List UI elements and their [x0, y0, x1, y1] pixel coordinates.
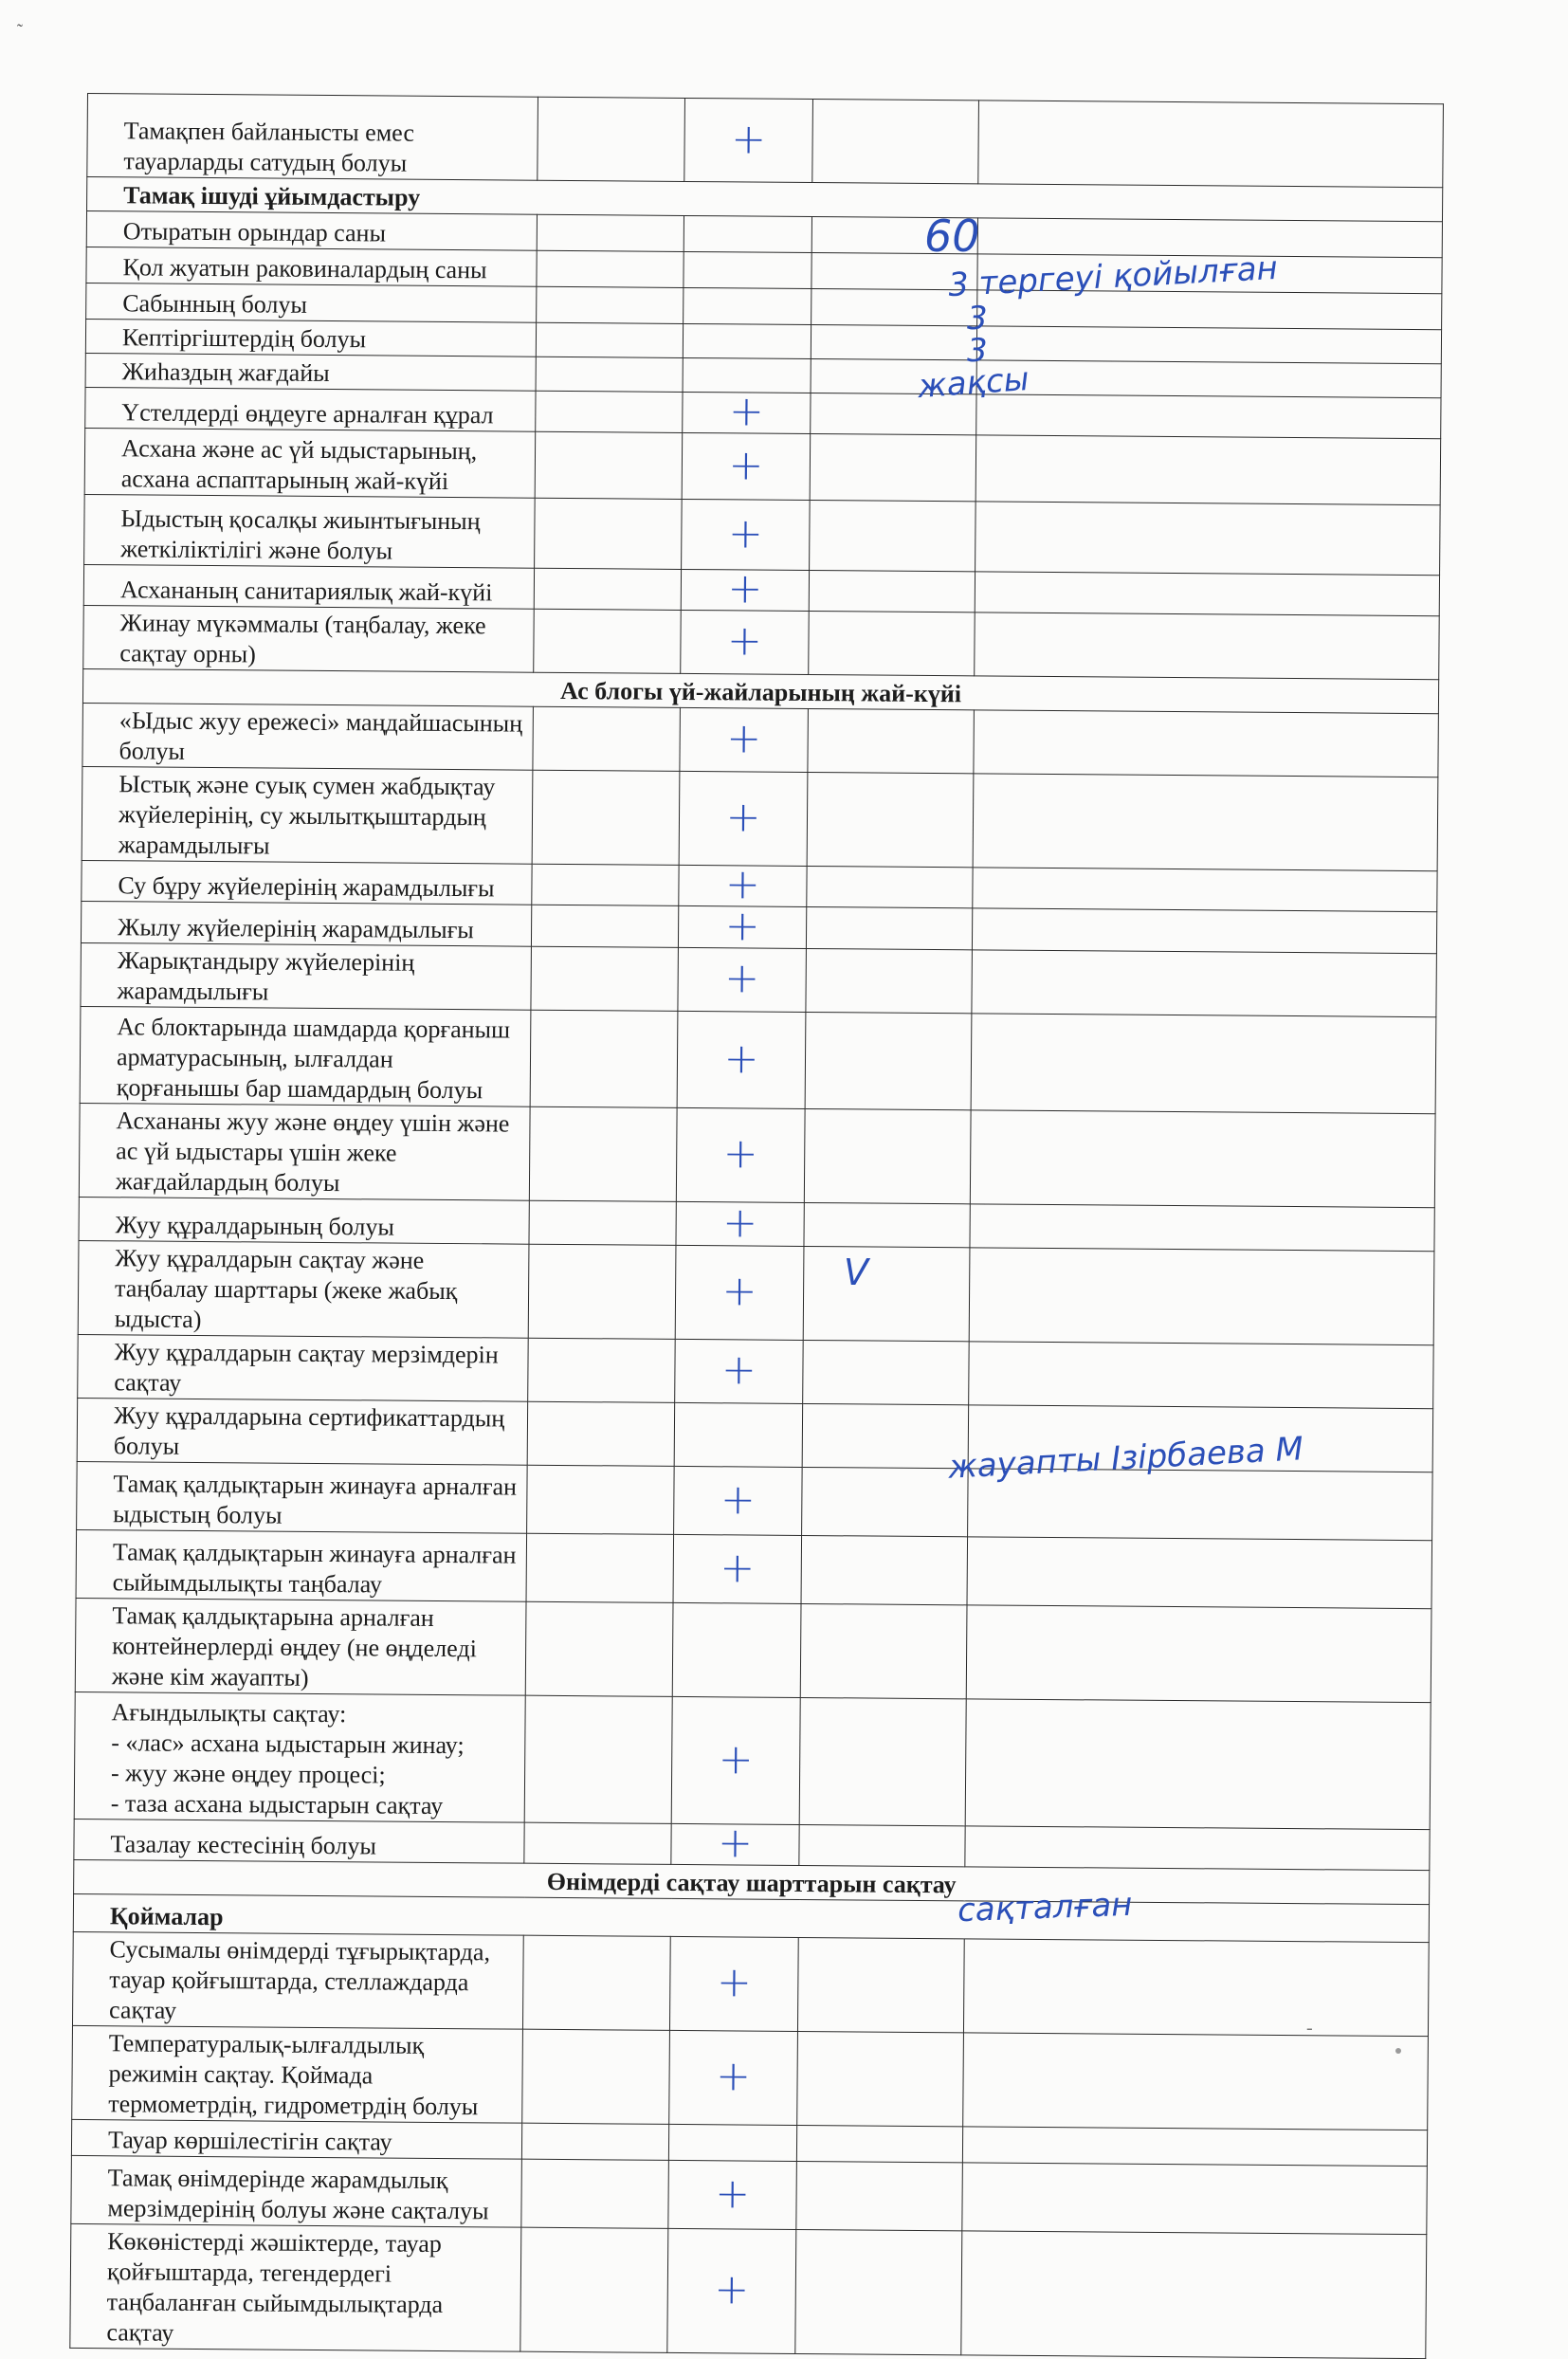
mark-cell	[676, 1198, 804, 1248]
criterion-cell: Температуралық-ылғалдылық режимін сақтау. Қоймада термометрдің, гидрометрдің болуы	[72, 2025, 523, 2123]
empty-cell	[809, 570, 975, 612]
empty-cell	[797, 2031, 964, 2126]
handwritten-plus: +	[720, 1543, 756, 1593]
criterion-cell: Ыстық және суық сумен жабдықтау жүйелерінің, су жылытқыштардың жарамдылығы	[82, 766, 533, 864]
empty-cell	[963, 1939, 1429, 2037]
criterion-cell: Жылу жүйелерінің жарамдылығы	[81, 901, 531, 946]
criterion-line: Ағындылықты сақтау:	[111, 1698, 347, 1728]
empty-cell	[963, 2033, 1429, 2130]
empty-cell	[975, 572, 1439, 616]
criterion-cell: Ас блоктарында шамдарда қорғаныш арматурасының, ылғалдан қорғанышы бар шамдардың болуы	[80, 1006, 531, 1106]
empty-cell	[810, 500, 976, 571]
empty-cell	[536, 322, 683, 357]
inspection-sheet	[69, 93, 1443, 2359]
section-heading: Өнімдерді сақтау шарттарын сақтау	[74, 1859, 1430, 1904]
subsection-heading: Тамақ ішуді ұйымдастыру	[87, 177, 1443, 222]
mark-cell	[682, 499, 811, 570]
empty-cell	[535, 431, 683, 499]
empty-cell	[808, 708, 975, 773]
handwritten-plus: +	[726, 714, 762, 763]
empty-cell	[807, 866, 973, 907]
empty-cell	[976, 326, 1441, 364]
mark-cell	[675, 1339, 804, 1403]
mark-cell	[668, 2124, 796, 2161]
empty-cell	[965, 1699, 1431, 1830]
handwritten-soap: 3	[967, 300, 988, 338]
handwritten-plus: +	[722, 1198, 758, 1248]
criterion-cell: Тамақ өнімдерінде жарамдылық мерзімдерінің болуы және сақталуы	[71, 2155, 522, 2227]
handwritten-responsible: жауапты Ізірбаева М	[947, 1430, 1304, 1487]
table-row	[82, 703, 1438, 777]
mark-cell	[683, 323, 811, 358]
handwritten-plus: +	[726, 616, 763, 666]
criterion-cell: Тазалау кестесінің болуы	[74, 1819, 524, 1863]
empty-cell	[809, 611, 975, 675]
empty-cell	[522, 2029, 670, 2124]
criterion-cell: Тауар көршілестігін сақтау	[71, 2119, 521, 2159]
empty-cell	[805, 1012, 972, 1109]
handwritten-plus: +	[715, 2052, 752, 2101]
empty-cell	[532, 864, 679, 905]
empty-cell	[796, 2125, 962, 2162]
criterion-cell: Сусымалы өнімдерді тұғырықтарда, тауар қойғыштарда, стеллаждарда сақтау	[72, 1931, 523, 2029]
empty-cell	[977, 218, 1442, 258]
handwritten-plus: +	[714, 2265, 750, 2314]
table-row	[84, 494, 1441, 575]
handwritten-plus: +	[724, 901, 760, 951]
mark-cell	[676, 1107, 805, 1202]
empty-cell	[802, 1403, 969, 1468]
table-row	[83, 605, 1439, 679]
table-row	[71, 2155, 1428, 2234]
empty-cell	[524, 1695, 672, 1823]
criterion-cell: Жинау мүкәммалы (таңбалау, жеке сақтау орны)	[83, 605, 535, 672]
empty-cell	[972, 950, 1437, 1017]
handwritten-plus: +	[717, 1819, 754, 1868]
mark-cell	[673, 1534, 802, 1603]
handwritten-plus: +	[724, 954, 760, 1003]
empty-cell	[536, 391, 683, 432]
handwritten-plus: +	[721, 1267, 757, 1316]
empty-cell	[969, 1342, 1434, 1409]
empty-cell	[801, 1535, 968, 1604]
criterion-cell: Қол жуатын раковиналардың саны	[86, 247, 537, 286]
table-row	[78, 1240, 1434, 1344]
handwritten-plus: +	[728, 440, 764, 490]
empty-cell	[812, 100, 979, 184]
handwritten-plus: +	[724, 860, 761, 909]
handwritten-plus: +	[723, 1033, 759, 1084]
criterion-cell: Жуу құралдарына сертификаттардың болуы	[77, 1398, 528, 1465]
criterion-cell: Жуу құралдарының болуы	[79, 1197, 529, 1244]
mark-cell	[675, 1245, 804, 1340]
empty-cell	[524, 1822, 671, 1864]
empty-cell	[965, 1826, 1430, 1871]
mark-cell	[667, 2228, 796, 2353]
handwritten-plus: +	[720, 1474, 757, 1525]
criterion-cell: Тамақ қалдықтарын жинауға арналған ыдыстың болуы	[77, 1461, 528, 1533]
mark-cell	[674, 1466, 803, 1535]
handwritten-plus: +	[727, 564, 763, 613]
empty-cell	[966, 1605, 1431, 1703]
empty-cell	[520, 2227, 668, 2352]
empty-cell	[529, 1106, 677, 1201]
empty-cell	[531, 905, 678, 947]
empty-cell	[797, 1937, 964, 2032]
criterion-cell: Жиһаздың жағдайы	[85, 353, 536, 391]
empty-cell	[533, 706, 681, 771]
corner-mark: ˜	[17, 21, 23, 40]
criterion-cell: Асхананың санитариялық жай-күйі	[83, 564, 534, 609]
empty-cell	[976, 394, 1441, 439]
mark-cell	[679, 771, 808, 866]
table-row	[72, 1931, 1429, 2036]
criterion-cell: Көкөністерді жәшіктерде, тауар қойғыштарда, тегендердегі таңбаланған сыйымдылықтарда сақтау	[70, 2223, 521, 2351]
table-row	[82, 766, 1438, 870]
criterion-cell: Жарықтандыру жүйелерінің жарамдылығы	[81, 942, 532, 1010]
empty-cell	[804, 1108, 971, 1203]
empty-cell	[974, 710, 1439, 777]
empty-cell	[529, 1200, 676, 1245]
table-row	[87, 94, 1444, 188]
empty-cell	[527, 1465, 675, 1534]
empty-cell	[796, 2161, 963, 2230]
criterion-cell: «Ыдыс жуу ережесі» маңдайшасының болуы	[82, 703, 534, 770]
criterion-cell: Жуу құралдарын сақтау және таңбалау шарттары (жеке жабық ыдыста)	[78, 1240, 529, 1338]
empty-cell	[528, 1338, 676, 1402]
criterion-cell: Асхананы жуу және өңдеу үшін және ас үй ыдыстары үшін жеке жағдайлардың болуы	[79, 1103, 530, 1200]
handwritten-certificate-check: V	[844, 1252, 868, 1293]
criterion-cell: Тамақ қалдықтарын жинауға арналған сыйымдылықты таңбалау	[76, 1529, 527, 1601]
empty-cell	[799, 1824, 965, 1866]
handwritten-plus: +	[725, 793, 761, 842]
table-row	[84, 428, 1441, 504]
empty-cell	[969, 1248, 1434, 1345]
empty-cell	[973, 868, 1437, 912]
empty-cell	[534, 609, 682, 673]
empty-cell	[800, 1603, 967, 1698]
empty-cell	[531, 946, 679, 1011]
handwritten-neighborhood: сақталған	[957, 1885, 1134, 1930]
checklist-table	[69, 93, 1444, 2359]
mark-cell	[681, 564, 809, 613]
empty-cell	[804, 1202, 970, 1247]
empty-cell	[806, 906, 972, 949]
criterion-cell: Үстелдерді өңдеуге арналған құрал	[85, 387, 536, 431]
criterion-cell: Сабынның болуы	[86, 283, 537, 322]
stray-dot	[1395, 2048, 1401, 2054]
mark-cell	[682, 432, 811, 500]
mark-cell	[669, 2030, 798, 2125]
empty-cell	[810, 434, 976, 502]
empty-cell	[522, 1935, 670, 2030]
empty-cell	[799, 1697, 966, 1825]
criterion-cell: Тамақ қалдықтарына арналған контейнерлерді өңдеу (не өңделеді және кім жауапты)	[75, 1598, 526, 1695]
mark-cell	[674, 1402, 803, 1467]
mark-cell	[678, 947, 807, 1012]
empty-cell	[795, 2229, 962, 2354]
empty-cell	[537, 286, 684, 323]
mark-cell	[669, 1936, 798, 2031]
empty-cell	[525, 1601, 673, 1696]
table-row	[77, 1461, 1433, 1540]
mark-cell	[672, 1602, 801, 1697]
handwritten-seats: 60	[924, 210, 980, 262]
empty-cell	[537, 214, 684, 251]
criterion-cell: Ыдыстың қосалқы жиынтығының жеткіліктілігі және болуы	[84, 494, 536, 568]
empty-cell	[536, 357, 683, 392]
table-row	[76, 1529, 1432, 1608]
empty-cell	[803, 1340, 970, 1404]
table-row	[72, 2025, 1429, 2130]
mark-cell	[684, 215, 811, 252]
empty-cell	[962, 2127, 1427, 2167]
empty-cell	[530, 1010, 678, 1107]
handwritten-furniture: жақсы	[916, 359, 1030, 407]
empty-cell	[976, 360, 1441, 398]
table-row	[78, 1334, 1433, 1408]
handwritten-plus: +	[714, 2168, 751, 2219]
mark-cell	[684, 251, 811, 288]
empty-cell	[961, 2231, 1427, 2359]
empty-cell	[972, 908, 1436, 954]
empty-cell	[802, 1467, 969, 1536]
criterion-cell: Кептіргіштердің болуы	[85, 319, 536, 357]
empty-cell	[806, 948, 973, 1013]
criterion-line: - «лас» асхана ыдыстарын жинау;	[111, 1728, 465, 1760]
empty-cell	[528, 1244, 676, 1339]
criterion-cell: Су бұру жүйелерінің жарамдылығы	[82, 860, 532, 905]
criterion-cell: Тамақпен байланысты емес тауарларды сатудың болуы	[87, 94, 538, 181]
empty-cell	[521, 2123, 668, 2160]
empty-cell	[521, 2159, 669, 2228]
empty-cell	[527, 1401, 675, 1466]
table-row	[70, 2223, 1427, 2358]
table-row	[79, 1103, 1435, 1207]
empty-cell	[975, 613, 1440, 680]
empty-cell	[537, 250, 684, 287]
criterion-cell: Отыратын орындар саны	[86, 211, 537, 251]
table-row	[74, 1692, 1431, 1829]
empty-cell	[973, 774, 1438, 871]
stray-mark: -	[1306, 2018, 1313, 2039]
mark-cell	[671, 1696, 800, 1824]
mark-cell	[684, 98, 813, 182]
empty-cell	[535, 498, 683, 569]
empty-cell	[970, 1204, 1434, 1252]
handwritten-plus: +	[720, 1345, 757, 1395]
empty-cell	[807, 772, 974, 867]
handwritten-sinks: 3 тергеуі қойылған	[947, 248, 1279, 305]
criterion-cell: Асхана және ас үй ыдыстарының, асхана аспаптарының жай-күйі	[84, 428, 536, 498]
mark-cell	[684, 287, 811, 324]
mark-cell	[683, 387, 811, 436]
handwritten-plus: +	[718, 1734, 754, 1784]
handwritten-plus: +	[728, 387, 765, 436]
mark-cell	[681, 610, 810, 674]
table-row	[80, 1006, 1436, 1113]
empty-cell	[534, 568, 681, 610]
empty-cell	[803, 1246, 970, 1341]
empty-cell	[967, 1537, 1432, 1609]
handwritten-plus: +	[727, 508, 764, 558]
criterion-cell	[74, 1692, 525, 1822]
empty-cell	[975, 435, 1441, 505]
handwritten-plus: +	[731, 114, 767, 164]
criterion-line: - жуу және өңдеу процесі;	[110, 1759, 386, 1789]
empty-cell	[971, 1014, 1436, 1114]
criterion-line: - таза асхана ыдыстарын сақтау	[110, 1789, 444, 1820]
table-row	[75, 1598, 1431, 1702]
handwritten-plus: +	[716, 1958, 753, 2007]
table-row	[81, 942, 1436, 1016]
mark-cell	[679, 860, 807, 909]
empty-cell	[978, 101, 1444, 188]
empty-cell	[532, 770, 680, 865]
empty-cell	[962, 2163, 1428, 2235]
mark-cell	[680, 707, 809, 772]
empty-cell	[526, 1533, 674, 1602]
section-heading: Ас блогы үй-жайларының жай-күйі	[82, 668, 1438, 713]
mark-cell	[671, 1819, 799, 1868]
empty-cell	[975, 502, 1441, 576]
empty-cell	[538, 97, 685, 181]
mark-cell	[678, 901, 806, 951]
mark-cell	[668, 2160, 797, 2229]
empty-cell	[811, 325, 976, 360]
mark-cell	[677, 1011, 806, 1108]
empty-cell	[970, 1110, 1435, 1208]
subsection-heading: Қоймалар	[73, 1893, 1429, 1942]
criterion-cell: Жуу құралдарын сақтау мерзімдерін сақтау	[78, 1334, 529, 1401]
handwritten-plus: +	[722, 1129, 758, 1179]
handwritten-dryers: 3	[967, 332, 988, 370]
